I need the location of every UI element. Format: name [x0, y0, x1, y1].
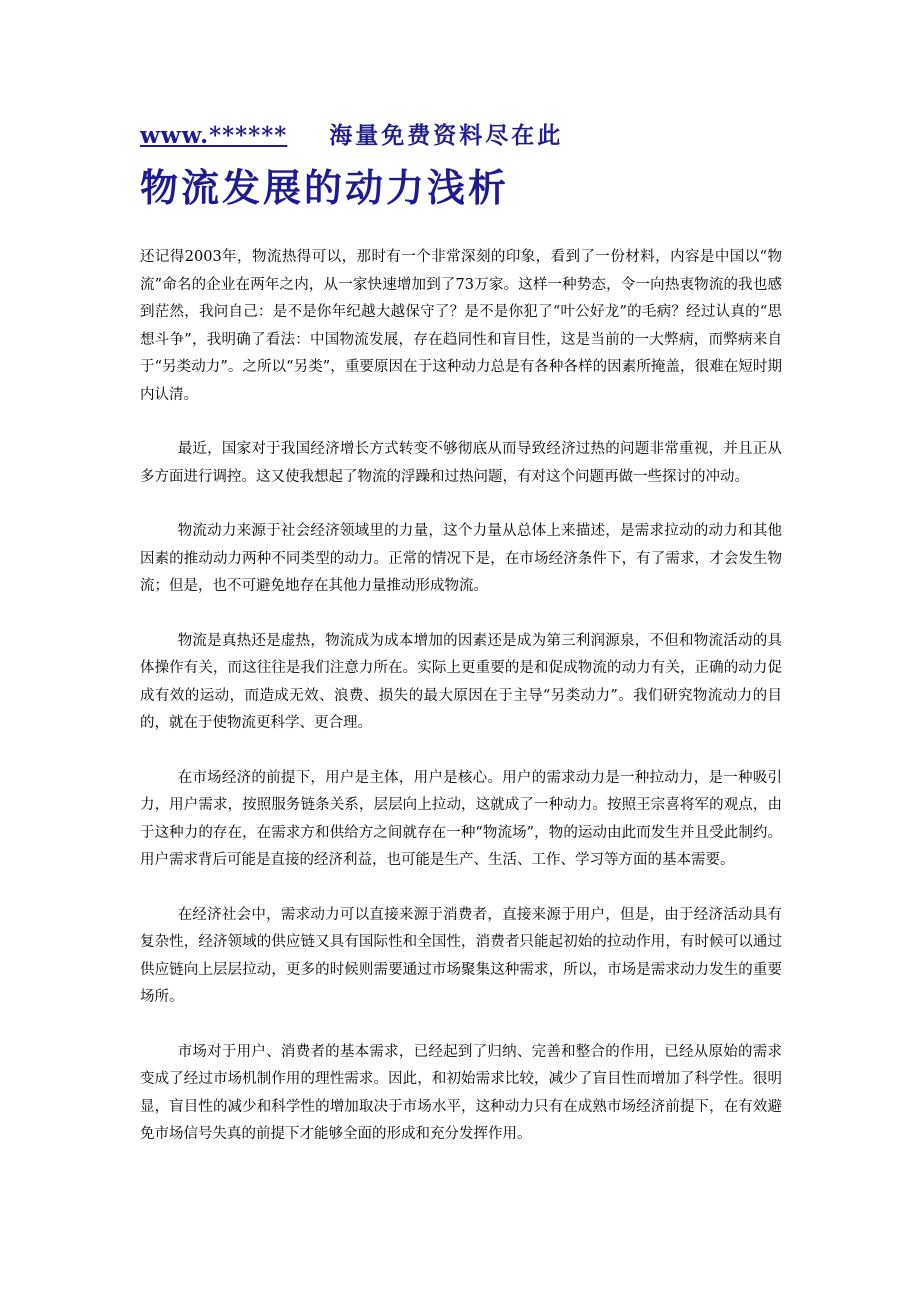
paragraph: 最近，国家对于我国经济增长方式转变不够彻底从而导致经济过热的问题非常重视，并且正从多方面进行调控。这又使我想起了物流的浮躁和过热问题，有对这个问题再做一些探讨的冲动。 — [140, 441, 782, 485]
paragraph: 市场对于用户、消费者的基本需求，已经起到了归纳、完善和整合的作用，已经从原始的需求变成了经过市场机制作用的理性需求。因此，和初始需求比较，减少了盲目性而增加了科学性。很明显，盲目性的减少和科学性的增加取决于市场水平，这种动力只有在成熟市场经济前提下，在有效避免市场信号失真的前提下才能够全面的形成和充分发挥作用。 — [140, 1043, 782, 1142]
paragraph: 在经济社会中，需求动力可以直接来源于消费者，直接来源于用户，但是，由于经济活动具有复杂性，经济领域的供应链又具有国际性和全国性，消费者只能起初始的拉动作用，有时候可以通过供应链向上层层拉动，更多的时候则需要通过市场聚集这种需求，所以，市场是需求动力发生的重要场所。 — [140, 906, 782, 1005]
site-link[interactable]: www.****** — [140, 122, 288, 149]
paragraph: 还记得2003年，物流热得可以，那时有一个非常深刻的印象，看到了一份材料，内容是中国以“物流”命名的企业在两年之内，从一家快速增加到了73万家。这样一种势态，令一向热衷物流的我也感到茫然，我问自己：是不是你年纪越大越保守了？是不是你犯了“叶公好龙”的毛病？经过认真的“思想斗争”，我明确了看法：中国物流发展，存在趋同性和盲目性，这是当前的一大弊病，而弊病来自于“另类动力”。之所以“另类”，重要原因在于这种动力总是有各种各样的因素所掩盖，很难在短时期内认清。 — [140, 249, 782, 403]
paragraph: 物流动力来源于社会经济领域里的力量，这个力量从总体上来描述，是需求拉动的动力和其他因素的推动动力两种不同类型的动力。正常的情况下是，在市场经济条件下，有了需求，才会发生物流；但是，也不可避免地存在其他力量推动形成物流。 — [140, 523, 782, 594]
site-slogan: 海量免费资料尽在此 — [329, 122, 564, 149]
document-body — [140, 244, 782, 1149]
document-title: 物流发展的动力浅析 — [140, 165, 510, 210]
document-page — [140, 118, 782, 1176]
paragraph: 物流是真热还是虚热，物流成为成本增加的因素还是成为第三利润源泉，不但和物流活动的具体操作有关，而这往往是我们注意力所在。实际上更重要的是和促成物流的动力有关，正确的动力促成有效的运动，而造成无效、浪费、损失的最大原因在于主导“另类动力”。我们研究物流动力的目的，就在于使物流更科学、更合理。 — [140, 632, 782, 731]
paragraph: 在市场经济的前提下，用户是主体，用户是核心。用户的需求动力是一种拉动力，是一种吸引力，用户需求，按照服务链条关系，层层向上拉动，这就成了一种动力。按照王宗喜将军的观点，由于这种力的存在，在需求方和供给方之间就存在一种“物流场”，物的运动由此而发生并且受此制约。用户需求背后可能是直接的经济利益，也可能是生产、生活、工作、学习等方面的基本需要。 — [140, 769, 782, 868]
site-header — [140, 118, 782, 154]
